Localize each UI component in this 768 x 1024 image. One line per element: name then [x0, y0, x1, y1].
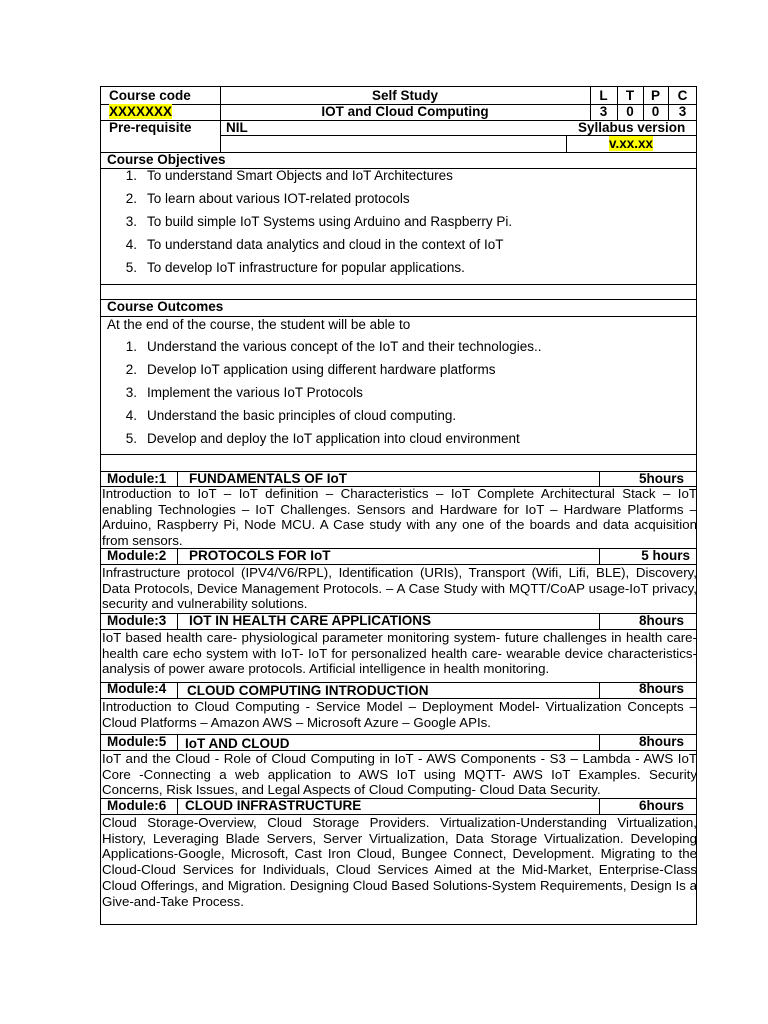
- rule: [177, 471, 178, 486]
- module-title: CLOUD INFRASTRUCTURE: [185, 798, 362, 813]
- module-hours: 8hours: [638, 734, 684, 749]
- rule: [599, 734, 600, 750]
- rule: [177, 798, 178, 814]
- module-title: IoT AND CLOUD: [185, 736, 290, 751]
- module-hours: 6hours: [638, 798, 684, 813]
- ltpc-value-c: 3: [678, 104, 687, 119]
- module-content: Infrastructure protocol (IPV4/V6/RPL), Identification (URIs), Transport (Wifi, Lifi, BLE), Discovery, Data Protocols, Device Management Protocols. – A Case Study with MQTT/CoAP usage-IoT privacy, security and vulnerability solutions.: [102, 565, 697, 612]
- objective-item: 4. To understand data analytics and cloud in the context of IoT: [125, 237, 504, 252]
- ltpc-label-c: C: [677, 88, 688, 103]
- module-content: Cloud Storage-Overview, Cloud Storage Providers. Virtualization-Understanding Virtualization, History, Leveraging Blade Servers, Server Virtualization, Data Storage Virtualization. Developing Applications-Google, Microsoft, Cast Iron Cloud, Bungee Connect, Development. Migrating to the Cloud-Cloud Services for Individuals, Cloud Services Aimed at the Mid-Market, Enterprise-Class Cloud Offerings, and Migration. Designing Cloud Based Solutions-System Requirements, Design Is a Give-and-Take Process.: [102, 815, 697, 909]
- objective-item: 3. To build simple IoT Systems using Arduino and Raspberry Pi.: [125, 214, 513, 229]
- module-content: Introduction to Cloud Computing - Service Model – Deployment Model- Virtualization Concepts – Cloud Platforms – Amazon AWS – Microsoft Azure – Google APIs.: [102, 699, 697, 730]
- course-code-label: Course code: [109, 88, 191, 103]
- outcome-item: 4. Understand the basic principles of cloud computing.: [125, 408, 457, 423]
- rule: [599, 613, 600, 629]
- module-content: IoT based health care- physiological parameter monitoring system- future challenges in health care- health care echo system with IoT- IoT for personalized health care- wearable device characteristics-analysis of power aware protocols. Artificial intelligence in health monitoring.: [102, 630, 697, 677]
- module-title: CLOUD COMPUTING INTRODUCTION: [187, 683, 429, 698]
- module-hours: 5hours: [638, 471, 684, 486]
- module-label: Module:4: [107, 681, 167, 696]
- outcomes-heading: Course Outcomes: [107, 299, 224, 314]
- outcome-item: 2. Develop IoT application using different hardware platforms: [125, 362, 496, 377]
- syllabus-version-highlight: v.xx.xx: [609, 136, 654, 151]
- module-label: Module:2: [107, 548, 167, 563]
- rule: [177, 613, 178, 629]
- objective-item: 2. To learn about various IOT-related protocols: [125, 191, 410, 206]
- course-code-value: [109, 104, 172, 119]
- prerequisite-label: Pre-requisite: [109, 120, 192, 135]
- ltpc-label-t: T: [625, 88, 635, 103]
- rule: [566, 135, 567, 152]
- rule: [177, 682, 178, 698]
- rule: [599, 682, 600, 698]
- rule: [177, 548, 178, 564]
- syllabus-table: [100, 86, 697, 925]
- ltpc-value-t: 0: [626, 104, 634, 119]
- syllabus-version-label: Syllabus version: [578, 120, 686, 135]
- outcome-item: 5. Develop and deploy the IoT application into cloud environment: [125, 431, 520, 446]
- outcome-item: 3. Implement the various IoT Protocols: [125, 385, 363, 400]
- module-title: FUNDAMENTALS OF IoT: [189, 471, 347, 486]
- rule: [177, 734, 178, 750]
- module-title: IOT IN HEALTH CARE APPLICATIONS: [189, 613, 431, 628]
- ltpc-value-p: 0: [651, 104, 660, 119]
- ltpc-label-l: L: [599, 88, 608, 103]
- module-hours: 8hours: [638, 613, 684, 628]
- syllabus-version-value: [609, 136, 653, 151]
- rule: [599, 548, 600, 564]
- course-title: IOT and Cloud Computing: [321, 104, 489, 119]
- module-content: IoT and the Cloud - Role of Cloud Computing in IoT - AWS Components - S3 – Lambda - AWS IoT Core -Connecting a web application to AWS IoT using MQTT- AWS IoT Examples. Security Concerns, Risk Issues, and Legal Aspects of Cloud Computing- Cloud Data Security.: [102, 751, 697, 798]
- objectives-heading: Course Objectives: [107, 152, 226, 167]
- module-label: Module:3: [107, 613, 167, 628]
- self-study-label: Self Study: [371, 88, 438, 103]
- rule: [101, 734, 697, 735]
- ltpc-label-p: P: [650, 88, 660, 103]
- ltpc-value-l: 3: [599, 104, 608, 119]
- rule: [599, 798, 600, 814]
- module-label: Module:1: [107, 471, 167, 486]
- module-label: Module:6: [107, 798, 167, 813]
- rule: [101, 454, 697, 455]
- module-label: Module:5: [107, 734, 167, 749]
- rule: [599, 471, 600, 486]
- course-code-highlight: XXXXXXX: [109, 104, 173, 119]
- outcomes-intro: At the end of the course, the student will be able to: [107, 317, 411, 332]
- module-title: PROTOCOLS FOR IoT: [189, 548, 331, 563]
- rule: [101, 284, 697, 285]
- objective-item: 5. To develop IoT infrastructure for popular applications.: [125, 260, 465, 275]
- module-hours: 5 hours: [641, 548, 690, 563]
- module-content: Introduction to IoT – IoT definition – Characteristics – IoT Complete Architectural Stack – IoT enabling Technologies – IoT Challenges. Sensors and Hardware for IoT – Hardware Platforms – Arduino, Raspberry Pi, Node MCU. A Case study with any one of the boards and data acquisition from sensors.: [102, 486, 697, 549]
- module-hours: 8hours: [638, 681, 684, 696]
- outcome-item: 1. Understand the various concept of the IoT and their technologies..: [125, 339, 542, 354]
- objective-item: 1. To understand Smart Objects and IoT Architectures: [125, 168, 453, 183]
- prerequisite-value: NIL: [226, 120, 248, 135]
